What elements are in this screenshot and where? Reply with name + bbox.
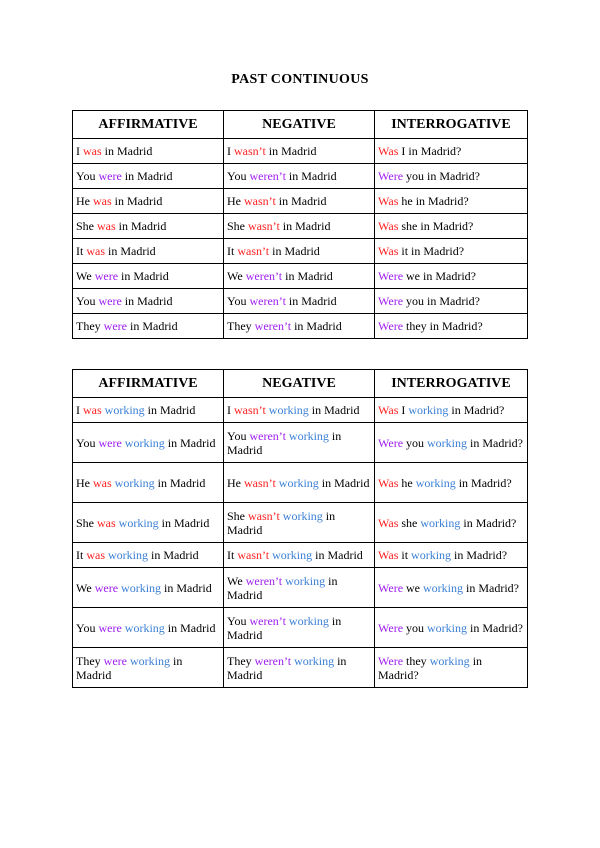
sentence-text: in Madrid <box>291 319 342 333</box>
affirmative-cell <box>73 503 224 543</box>
column-header-negative: NEGATIVE <box>224 111 375 139</box>
sentence-text: in Madrid <box>285 169 337 183</box>
interrogative-cell <box>375 503 528 543</box>
auxiliary-verb: were <box>94 580 119 595</box>
sentence-text: in Madrid? <box>467 620 524 635</box>
table-row <box>73 264 528 289</box>
verb-ing-form: working <box>294 653 335 668</box>
interrogative-cell <box>375 648 528 688</box>
auxiliary-verb: Were <box>378 169 404 183</box>
column-header-negative: NEGATIVE <box>224 370 375 398</box>
table-row <box>73 239 528 264</box>
table-row <box>73 648 528 688</box>
sentence-text: in Madrid <box>118 269 169 283</box>
affirmative-cell <box>73 189 224 214</box>
sentence-text: He <box>76 475 93 490</box>
verb-ing-form: working <box>408 403 449 417</box>
table-row <box>73 463 528 503</box>
column-header-interrogative: INTERROGATIVE <box>375 111 528 139</box>
verb-ing-form: working <box>282 508 323 523</box>
page-title: PAST CONTINUOUS <box>231 72 369 87</box>
affirmative-cell <box>73 239 224 264</box>
sentence-text: She <box>227 508 248 523</box>
negative-cell <box>224 608 375 648</box>
column-header-affirmative: AFFIRMATIVE <box>73 370 224 398</box>
auxiliary-verb: were <box>98 294 122 308</box>
sentence-text: in Madrid <box>161 580 212 595</box>
sentence-text: in Madrid <box>227 653 347 682</box>
sentence-text: You <box>76 435 99 450</box>
verb-ing-form: working <box>108 548 149 562</box>
sentence-text: I <box>227 144 234 158</box>
sentence-text: in Madrid <box>275 194 327 208</box>
verb-ing-form: working <box>104 403 145 417</box>
sentence-text: We <box>76 580 95 595</box>
auxiliary-verb: Were <box>378 435 404 450</box>
auxiliary-verb: wasn’t <box>234 403 266 417</box>
sentence-text: in Madrid <box>265 144 317 158</box>
affirmative-cell <box>73 648 224 688</box>
table-row <box>73 314 528 339</box>
sentence-text: in Madrid <box>282 269 333 283</box>
affirmative-cell <box>73 214 224 239</box>
auxiliary-verb: wasn’t <box>234 144 266 158</box>
auxiliary-verb: was <box>83 144 102 158</box>
table-header-row <box>73 370 528 398</box>
auxiliary-verb: Were <box>378 580 404 595</box>
auxiliary-verb: Was <box>378 144 399 158</box>
auxiliary-verb: were <box>103 653 127 668</box>
auxiliary-verb: was <box>93 194 112 208</box>
auxiliary-verb: were <box>98 435 122 450</box>
affirmative-cell <box>73 608 224 648</box>
auxiliary-verb: Were <box>378 620 404 635</box>
sentence-text: in Madrid <box>308 403 360 417</box>
sentence-text: in Madrid <box>285 294 337 308</box>
affirmative-cell <box>73 423 224 463</box>
negative-cell <box>224 264 375 289</box>
sentence-text: in Madrid <box>227 508 336 537</box>
table-row <box>73 503 528 543</box>
sentence-text: she in Madrid? <box>398 219 474 233</box>
negative-cell <box>224 164 375 189</box>
interrogative-cell <box>375 214 528 239</box>
affirmative-cell <box>73 289 224 314</box>
negative-cell <box>224 503 375 543</box>
auxiliary-verb: wasn’t <box>237 548 270 562</box>
auxiliary-verb: weren’t <box>249 613 286 628</box>
sentence-text: We <box>227 269 246 283</box>
auxiliary-verb: was <box>97 219 116 233</box>
sentence-text: in Madrid <box>121 169 173 183</box>
auxiliary-verb: was <box>97 515 116 530</box>
sentence-text: in Madrid <box>164 620 216 635</box>
auxiliary-verb: weren’t <box>249 169 286 183</box>
affirmative-cell <box>73 398 224 423</box>
sentence-text: in Madrid <box>121 294 173 308</box>
sentence-text: we <box>403 580 424 595</box>
verb-ing-form: working <box>278 475 319 490</box>
table-row <box>73 608 528 648</box>
affirmative-cell <box>73 543 224 568</box>
auxiliary-verb: weren’t <box>249 428 286 443</box>
negative-cell <box>224 648 375 688</box>
auxiliary-verb: Were <box>378 294 404 308</box>
verb-ing-form: working <box>285 573 326 588</box>
column-header-interrogative: INTERROGATIVE <box>375 370 528 398</box>
verb-ing-form: working <box>411 548 452 562</box>
verb-ing-form: working <box>288 428 329 443</box>
sentence-text: in Madrid <box>164 435 216 450</box>
affirmative-cell <box>73 264 224 289</box>
sentence-text: he in Madrid? <box>398 194 469 208</box>
table-row <box>73 214 528 239</box>
negative-cell <box>224 289 375 314</box>
interrogative-cell <box>375 164 528 189</box>
sentence-text: It <box>227 244 238 258</box>
sentence-text: He <box>227 475 244 490</box>
sentence-text: it in Madrid? <box>398 244 465 258</box>
sentence-text: you <box>403 620 428 635</box>
auxiliary-verb: Were <box>378 653 404 668</box>
affirmative-cell <box>73 463 224 503</box>
sentence-text: in Madrid? <box>455 475 512 490</box>
auxiliary-verb: weren’t <box>245 269 283 283</box>
auxiliary-verb: wasn’t <box>248 508 280 523</box>
negative-cell <box>224 398 375 423</box>
verb-ing-form: working <box>114 475 155 490</box>
sentence-text: he <box>398 475 416 490</box>
sentence-text: She <box>227 219 248 233</box>
table-row <box>73 423 528 463</box>
verb-ing-form: working <box>268 403 309 417</box>
auxiliary-verb: were <box>98 620 122 635</box>
auxiliary-verb: weren’t <box>249 294 286 308</box>
sentence-text: We <box>227 573 246 588</box>
negative-cell <box>224 543 375 568</box>
verb-ing-form: working <box>427 435 468 450</box>
table-row <box>73 398 528 423</box>
sentence-text: you in Madrid? <box>403 294 481 308</box>
sentence-text: you in Madrid? <box>403 169 481 183</box>
auxiliary-verb: wasn’t <box>248 219 280 233</box>
sentence-text: you <box>403 435 428 450</box>
table-row <box>73 568 528 608</box>
table-row <box>73 139 528 164</box>
sentence-text: in Madrid <box>105 244 156 258</box>
sentence-text: She <box>76 219 97 233</box>
interrogative-cell <box>375 264 528 289</box>
auxiliary-verb: Was <box>378 548 399 562</box>
table-row <box>73 164 528 189</box>
verb-ing-form: working <box>121 580 162 595</box>
sentence-text: You <box>76 620 99 635</box>
verb-ing-form: working <box>118 515 159 530</box>
verb-ing-form: working <box>288 613 329 628</box>
sentence-text: You <box>227 169 250 183</box>
sentence-text: They <box>227 653 255 668</box>
sentence-text: She <box>76 515 97 530</box>
auxiliary-verb: was <box>83 403 102 417</box>
interrogative-cell <box>375 289 528 314</box>
sentence-text: she <box>398 515 421 530</box>
interrogative-cell <box>375 463 528 503</box>
verb-ing-form: working <box>427 620 468 635</box>
table-row <box>73 289 528 314</box>
sentence-text: in Madrid? <box>460 515 517 530</box>
sentence-text: I <box>76 403 83 417</box>
sentence-text: in Madrid? <box>378 653 483 682</box>
auxiliary-verb: Was <box>378 403 399 417</box>
verb-ing-form: working <box>429 653 470 668</box>
auxiliary-verb: Were <box>378 319 404 333</box>
auxiliary-verb: weren’t <box>254 319 292 333</box>
column-header-affirmative: AFFIRMATIVE <box>73 111 224 139</box>
simple-past-be-table <box>72 110 528 339</box>
sentence-text: You <box>227 428 250 443</box>
negative-cell <box>224 568 375 608</box>
sentence-text: I <box>76 144 83 158</box>
sentence-text: in Madrid <box>279 219 331 233</box>
verb-ing-form: working <box>272 548 313 562</box>
verb-ing-form: working <box>415 475 456 490</box>
sentence-text: It <box>76 244 87 258</box>
interrogative-cell <box>375 423 528 463</box>
auxiliary-verb: weren’t <box>254 653 292 668</box>
auxiliary-verb: were <box>103 319 127 333</box>
negative-cell <box>224 239 375 264</box>
sentence-text: in Madrid <box>158 515 210 530</box>
sentence-text: You <box>76 294 99 308</box>
sentence-text: I in Madrid? <box>398 144 462 158</box>
auxiliary-verb: Was <box>378 515 399 530</box>
sentence-text: in Madrid <box>312 548 363 562</box>
interrogative-cell <box>375 314 528 339</box>
sentence-text: in Madrid <box>115 219 167 233</box>
table-row <box>73 543 528 568</box>
auxiliary-verb: wasn’t <box>237 244 270 258</box>
interrogative-cell <box>375 543 528 568</box>
auxiliary-verb: Was <box>378 475 399 490</box>
interrogative-cell <box>375 139 528 164</box>
auxiliary-verb: was <box>86 244 106 258</box>
sentence-text: He <box>227 194 244 208</box>
auxiliary-verb: wasn’t <box>244 194 276 208</box>
auxiliary-verb: Were <box>378 269 404 283</box>
negative-cell <box>224 463 375 503</box>
sentence-text: in Madrid? <box>463 580 520 595</box>
verb-ing-form: working <box>124 620 165 635</box>
affirmative-cell <box>73 139 224 164</box>
sentence-text: You <box>227 613 250 628</box>
verb-ing-form: working <box>423 580 464 595</box>
sentence-text: in Madrid <box>111 194 163 208</box>
auxiliary-verb: was <box>86 548 106 562</box>
sentence-text: in Madrid? <box>467 435 524 450</box>
sentence-text: They <box>76 653 104 668</box>
interrogative-cell <box>375 398 528 423</box>
table-row <box>73 189 528 214</box>
verb-ing-form: working <box>124 435 165 450</box>
interrogative-cell <box>375 239 528 264</box>
negative-cell <box>224 314 375 339</box>
sentence-text: It <box>227 548 238 562</box>
auxiliary-verb: were <box>94 269 119 283</box>
sentence-text: in Madrid <box>76 653 183 682</box>
sentence-text: they in Madrid? <box>403 319 483 333</box>
past-continuous-table <box>72 369 528 688</box>
affirmative-cell <box>73 164 224 189</box>
sentence-text: in Madrid? <box>448 403 505 417</box>
sentence-text: in Madrid? <box>451 548 508 562</box>
sentence-text: They <box>227 319 255 333</box>
negative-cell <box>224 139 375 164</box>
sentence-text: You <box>76 169 99 183</box>
interrogative-cell <box>375 189 528 214</box>
sentence-text: It <box>76 548 87 562</box>
sentence-text: they <box>403 653 430 668</box>
sentence-text: They <box>76 319 104 333</box>
sentence-text: You <box>227 294 250 308</box>
sentence-text: it <box>398 548 412 562</box>
sentence-text: in Madrid <box>148 548 199 562</box>
sentence-text: in Madrid <box>126 319 178 333</box>
interrogative-cell <box>375 568 528 608</box>
affirmative-cell <box>73 568 224 608</box>
auxiliary-verb: Was <box>378 244 399 258</box>
negative-cell <box>224 189 375 214</box>
auxiliary-verb: was <box>93 475 112 490</box>
sentence-text: I <box>227 403 234 417</box>
sentence-text: in Madrid <box>318 475 370 490</box>
sentence-text: We <box>76 269 95 283</box>
sentence-text: He <box>76 194 93 208</box>
verb-ing-form: working <box>420 515 461 530</box>
verb-ing-form: working <box>129 653 170 668</box>
negative-cell <box>224 423 375 463</box>
affirmative-cell <box>73 314 224 339</box>
table-header-row <box>73 111 528 139</box>
auxiliary-verb: Was <box>378 219 399 233</box>
sentence-text: in Madrid <box>227 573 338 602</box>
sentence-text: in Madrid <box>227 428 342 457</box>
sentence-text: in Madrid <box>227 613 342 642</box>
auxiliary-verb: wasn’t <box>244 475 276 490</box>
auxiliary-verb: Was <box>378 194 399 208</box>
sentence-text: we in Madrid? <box>403 269 476 283</box>
sentence-text: in Madrid <box>144 403 196 417</box>
negative-cell <box>224 214 375 239</box>
auxiliary-verb: weren’t <box>245 573 283 588</box>
sentence-text: in Madrid <box>154 475 206 490</box>
interrogative-cell <box>375 608 528 648</box>
sentence-text: in Madrid <box>269 244 320 258</box>
sentence-text: I <box>398 403 409 417</box>
sentence-text: in Madrid <box>101 144 153 158</box>
auxiliary-verb: were <box>98 169 122 183</box>
